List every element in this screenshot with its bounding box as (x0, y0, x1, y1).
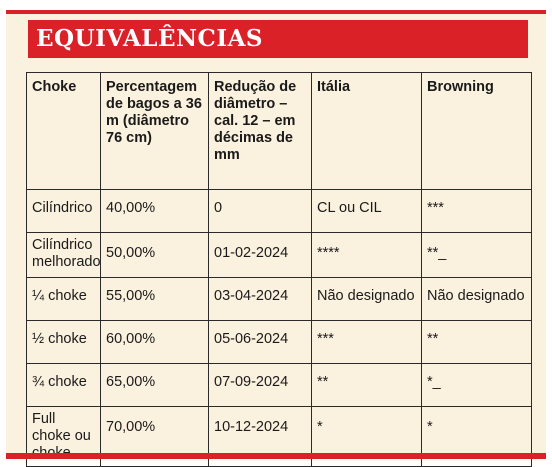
cell-reducao: 10-12-2024 (209, 407, 312, 467)
cell-reducao: 05-06-2024 (209, 321, 312, 364)
header-choke: Choke (27, 73, 101, 190)
table-row (27, 364, 532, 407)
cell-browning: *** (422, 190, 532, 233)
cell-italia: Não designado (312, 278, 422, 321)
cell-choke: ¾ choke (27, 364, 101, 407)
cell-choke: Full choke ou (27, 407, 101, 467)
cell-percentagem: 40,00% (101, 190, 209, 233)
cell-choke: ½ choke (27, 321, 101, 364)
cell-reducao: 07-09-2024 (209, 364, 312, 407)
header-browning: Browning (422, 73, 532, 190)
cell-italia: * (312, 407, 422, 467)
cell-reducao: 01-02-2024 (209, 233, 312, 278)
header-italia: Itália (312, 73, 422, 190)
cell-percentagem: 55,00% (101, 278, 209, 321)
cell-percentagem: 60,00% (101, 321, 209, 364)
cell-percentagem: 50,00% (101, 233, 209, 278)
cell-italia: **** (312, 233, 422, 278)
cell-browning: ** (422, 321, 532, 364)
panel-title: EQUIVALÊNCIAS (36, 25, 264, 52)
cell-browning: * (422, 407, 532, 467)
table-row (27, 278, 532, 321)
cell-italia: *** (312, 321, 422, 364)
header-reducao: Redução de diâmetro – cal. 12 – em décimas de mm (209, 73, 312, 190)
bottom-accent-rule (6, 453, 546, 459)
table-row (27, 190, 532, 233)
title-bar (28, 20, 528, 58)
cell-browning: *_ (422, 364, 532, 407)
cell-browning: **_ (422, 233, 532, 278)
cell-reducao: 0 (209, 190, 312, 233)
equivalencias-table (26, 72, 532, 467)
cell-choke: Cilíndrico (27, 190, 101, 233)
cell-italia: ** (312, 364, 422, 407)
table-header-row (27, 73, 532, 190)
cell-choke: Cilíndrico melhorado (27, 233, 101, 278)
header-percentagem: Percentagem de bagos a 36 m (diâmetro 76 cm) (101, 73, 209, 190)
table-row (27, 233, 532, 278)
cell-browning: Não designado (422, 278, 532, 321)
cell-percentagem: 70,00% (101, 407, 209, 467)
table-row (27, 321, 532, 364)
cell-percentagem: 65,00% (101, 364, 209, 407)
cell-choke: ¼ choke (27, 278, 101, 321)
cell-italia: CL ou CIL (312, 190, 422, 233)
cell-reducao: 03-04-2024 (209, 278, 312, 321)
equivalencias-panel (6, 10, 546, 459)
